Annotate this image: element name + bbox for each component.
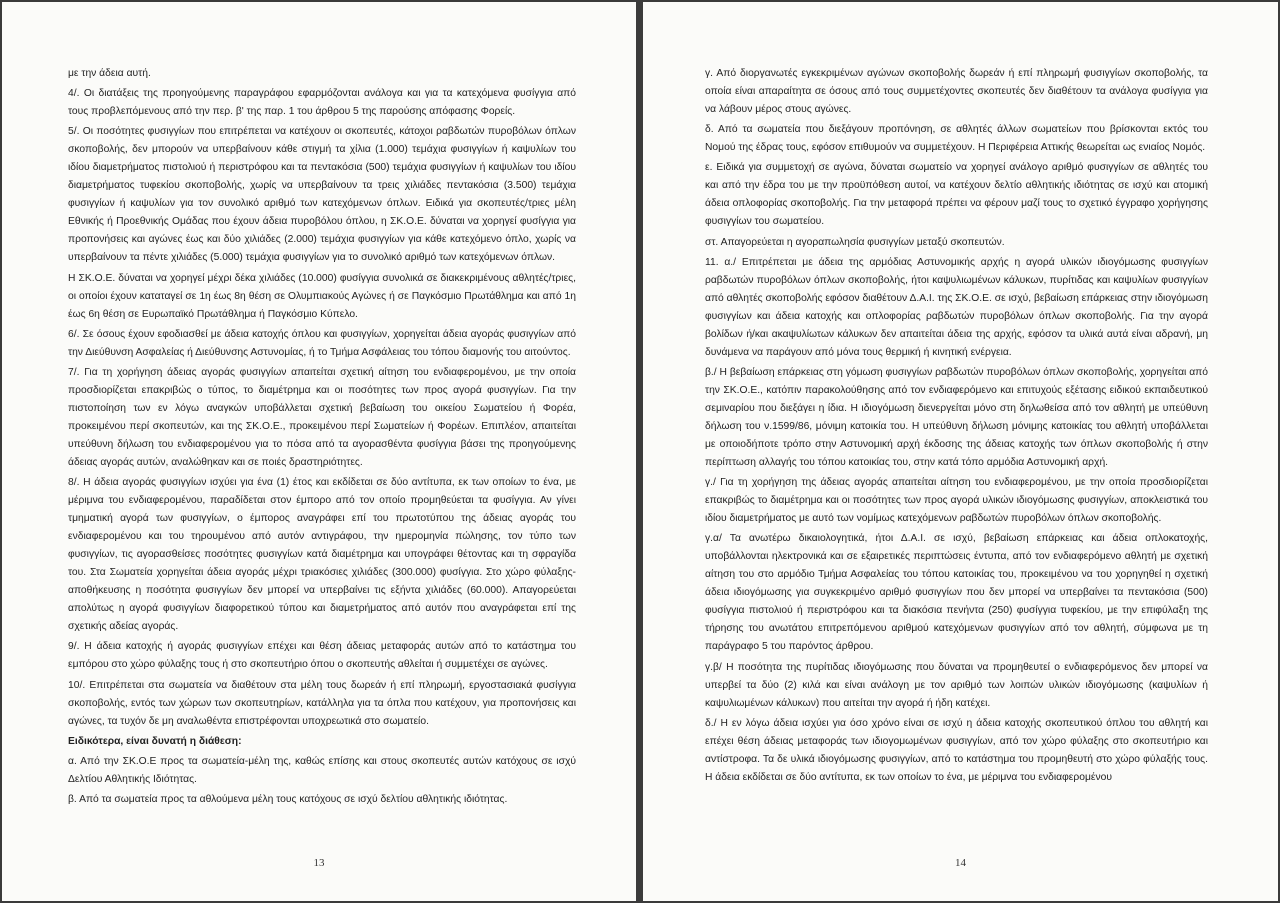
paragraph: 8/. Η άδεια αγοράς φυσιγγίων ισχύει για ένα (1) έτος και εκδίδεται σε δύο αντίτυπα, εκ των οποίων το ένα, με μέριμνα του ενδιαφερομένου, παραδίδεται στον έμπορο από τον οποίο προμηθεύεται τα φυσίγγια. Αν γίνει τμηματική αγορά των φυσιγγίων, ο έμπορος αναγράφει επί του πρωτοτύπου της άδειας αγοράς του ενδιαφερομένου και του τηρουμένου από αυτόν αντιγράφου, την ημερομηνία πώλησης, τον τύπο των φυσιγγίων, τις αγορασθείσες ποσότητες φυσιγγίων κατά διαμέτρημα και υπογράφει θέτοντας και τη σφραγίδα του. Στα Σωματεία χορηγείται άδεια αγοράς μέχρι τριακόσιες χιλιάδες (300.000) φυσίγγια. Στο χώρο φύλαξης-αποθήκευσης η ποσότητα φυσιγγίων δεν μπορεί να υπερβαίνει τις εξήντα χιλιάδες (60.000). Απαγορεύεται απολύτως η αγορά φυσιγγίων διαφορετικού τύπου και διαμετρήματος από αυτόν που αναγράφεται επί της σχετικής αδείας αγοράς. — [68, 477, 576, 633]
paragraph: στ. Απαγορεύεται η αγοραπωλησία φυσιγγίων μεταξύ σκοπευτών. — [705, 236, 1005, 248]
paragraph: δ. Από τα σωματεία που διεξάγουν προπόνηση, σε αθλητές άλλων σωματείων που βρίσκονται εκτός του Νομού της έδρας τους, εφόσον επιθυμούν να συμμετέχουν. Η Περιφέρεια Αττικής θεωρείται ως ενιαίος Νομός. — [705, 124, 1208, 154]
paragraph: γ./ Για τη χορήγηση της άδειας αγοράς απαιτείται αίτηση του ενδιαφερομένου, με την οποία προσδιορίζεται επακριβώς το διαμέτρημα και οι ποσότητες των προς αγορά υλικών ιδιογόμωσης φυσιγγίων, αποκλειστικά του ιδίου διαμετρήματος με αυτό των νομίμως κατεχόμενων ραβδωτών πυροβόλων όπλων σκοποβολής. — [705, 477, 1208, 525]
paragraph: γ.α/ Τα ανωτέρω δικαιολογητικά, ήτοι Δ.Α.Ι. σε ισχύ, βεβαίωση επάρκειας και άδεια οπλοκατοχής, υποβάλλονται ηλεκτρονικά και σε εξαιρετικές περιπτώσεις έντυπα, από τον ενδιαφερόμενο αθλητή με σχετική αίτηση του στο αρμόδιο Τμήμα Ασφαλείας του τόπου κατοικίας του, προκειμένου να του χορηγηθεί η σχετική άδεια ιδιογόμωσης για συγκεκριμένο αριθμό φυσιγγίων που δεν μπορεί να υπερβαίνει τα πεντακόσια (500) φυσίγγια πιστολιού ή περιστρόφου και τα διακόσια πενήντα (250) φυσίγγια τυφεκίου, με την επιφύλαξη της τήρησης του ανωτάτου επιτρεπόμενου αριθμού κατεχόμενων φυσιγγίων από τον αθλητή, σύμφωνα με τη παράγραφο 5 του παρόντος άρθρου. — [705, 533, 1208, 653]
page-number: 14 — [955, 857, 966, 869]
page-number: 13 — [313, 857, 325, 869]
paragraph: Η ΣΚ.Ο.Ε. δύναται να χορηγεί μέχρι δέκα χιλιάδες (10.000) φυσίγγια συνολικά σε διακεκριμένους αθλητές/τριες, οι οποίοι έχουν καταταγεί σε 1η έως 8η θέση σε Ολυμπιακούς Αγώνες ή σε Παγκόσμιο Πρωτάθλημα και από 1η έως 6η θέση σε Ευρωπαϊκό Πρωτάθλημα ή Παγκόσμιο Κύπελο. — [68, 272, 576, 320]
paragraph: 5/. Οι ποσότητες φυσιγγίων που επιτρέπεται να κατέχουν οι σκοπευτές, κάτοχοι ραβδωτών πυροβόλων όπλων σκοποβολής, δεν μπορούν να υπερβαίνουν κάθε στιγμή τα χίλια (1.000) τεμάχια φυσιγγίων ή καψυλίων του ιδίου διαμετρήματος πιστολιού ή περιστρόφου και τα πεντακόσια (500) τεμάχια φυσιγγίων ή καψυλίων του ιδίου διαμετρήματος τυφεκίου σκοποβολής, χωρίς να υπερβαίνουν τα τρεις χιλιάδες πεντακόσια (3.500) τεμάχια φυσιγγίων ή καψυλίων για τον συνολικό αριθμό των κατεχόμενων όπλων. Ειδικά για σκοπευτές/τριες μέλη Εθνικής ή Προεθνικής Ομάδας που έχουν άδεια πυροβόλου όπλου, η ΣΚ.Ο.Ε. δύναται να χορηγεί φυσίγγια για προπονήσεις και αγώνες έως και δύο χιλιάδες (2.000) τεμάχια φυσιγγίων για κάθε κατεχόμενο όπλο, χωρίς να υπερβαίνουν τα πέντε χιλιάδες (5.000) τεμάχια φυσιγγίων για το συνολικό αριθμό των κατεχόμενων όπλων. — [68, 126, 576, 264]
paragraph: γ.β/ Η ποσότητα της πυρίτιδας ιδιογόμωσης που δύναται να προμηθευτεί ο ενδιαφερόμενος δεν μπορεί να υπερβεί τα δύο (2) κιλά και είναι ανάλογη με τον αριθμό των λοιπών υλικών ιδιογόμωσης (καψυλίων ή καψυλιωμένων κάλυκων) που αιτείται την αγορά ή ήδη κατέχει. — [705, 661, 1208, 709]
paragraph: α. Από την ΣΚ.Ο.Ε προς τα σωματεία-μέλη της, καθώς επίσης και στους σκοπευτές αυτών κατόχους σε ισχύ Δελτίου Αθλητικής Ιδιότητας. — [68, 755, 576, 785]
paragraph: με την άδεια αυτή. — [68, 68, 151, 79]
paragraph: β. Από τα σωματεία προς τα αθλούμενα μέλη τους κατόχους σε ισχύ δελτίου αθλητικής ιδιότητας. — [68, 794, 508, 806]
paragraph: 7/. Για τη χορήγηση άδειας αγοράς φυσιγγίων απαιτείται σχετική αίτηση του ενδιαφερομένου, με την οποία προσδιορίζεται επακριβώς ο τύπος, το διαμέτρημα και οι ποσότητες των προς αγορά φυσιγγίων. Για την πιστοποίηση των εν λόγω αναγκών υποβάλλεται σχετική βεβαίωση του οικείου Σωματείου ή Φορέα, προκειμένου περί σκοπευτών, και της ΣΚ.Ο.Ε., προκειμένου περί Σωματείων ή Φορέων. Επιπλέον, απαιτείται υπεύθυνη δήλωση του ενδιαφερομένου για το πόσα από τα αγορασθέντα φυσίγγια βάσει της προηγούμενης άδειας αγοράς αυτών, αναλώθηκαν και σε ποιές δραστηριότητες. — [68, 366, 576, 468]
paragraph: δ./ Η εν λόγω άδεια ισχύει για όσο χρόνο είναι σε ισχύ η άδεια κατοχής σκοπευτικού όπλου του αθλητή και επέχει θέση άδειας μεταφοράς των ιδιογομωμένων φυσιγγίων, από τον χώρο φύλαξης στο σκοπευτήριο και αντίστροφα. Τα δε υλικά ιδιογόμωσης φυσιγγίων, από το κατάστημα του προμηθευτή στο χώρο φύλαξής τους. Η άδεια εκδίδεται σε δύο αντίτυπα, εκ των οποίων το ένα, με μέριμνα του ενδιαφερομένου — [705, 717, 1208, 783]
paragraph: 6/. Σε όσους έχουν εφοδιασθεί με άδεια κατοχής όπλου και φυσιγγίων, χορηγείται άδεια αγοράς φυσιγγίων από την Διεύθυνση Ασφαλείας ή Διεύθυνσης Αστυνομίας, ή το Τμήμα Ασφάλειας του τόπου διαμονής του αιτούντος. — [68, 328, 576, 358]
page-body — [68, 65, 576, 811]
paragraph: 9/. Η άδεια κατοχής ή αγοράς φυσιγγίων επέχει και θέση άδειας μεταφοράς αυτών από το κατάστημα του εμπόρου στο χώρο φύλαξης τους ή στο σκοπευτήριο όπου ο σκοπευτής αθλείται ή συμμετέχει σε αγώνες. — [68, 641, 576, 671]
document-page-left — [2, 2, 636, 901]
paragraph: 4/. Οι διατάξεις της προηγούμενης παραγράφου εφαρμόζονται ανάλογα και για τα κατεχόμενα φυσίγγια από τους προβλεπόμενους από την περ. β' της παρ. 1 του άρθρου 5 της παρούσης απόφασης Φορείς. — [68, 88, 576, 118]
page-body — [705, 65, 1208, 789]
paragraph: ε. Ειδικά για συμμετοχή σε αγώνα, δύναται σωματείο να χορηγεί ανάλογο αριθμό φυσιγγίων σε αθλητές του και από την έδρα του με την προϋπόθεση αυτοί, να κατέχουν δελτίο αθλητικής ιδιότητας σε ισχύ και ατομική άδεια οπλοφορίας σκοποβολής. Για την μεταφορά πρέπει να φέρουν μαζί τους το σχετικό έγγραφο χορήγησης φυσιγγίων του σωματείου. — [705, 162, 1208, 228]
paragraph: β./ Η βεβαίωση επάρκειας στη γόμωση φυσιγγίων ραβδωτών πυροβόλων όπλων σκοποβολής, χορηγείται από την ΣΚ.Ο.Ε., κατόπιν παρακολούθησης από τον ενδιαφερόμενο και επιτυχούς εξέτασης ειδικού εκπαιδευτικού σεμιναρίου που διεξάγει η ίδια. Η ιδιογόμωση διενεργείται μόνο στη δηλωθείσα από τον αθλητή με υπεύθυνη δήλωση του ν.1599/86, μόνιμη κατοικία του. Η υπεύθυνη δήλωση μόνιμης κατοικίας του αθλητή υποβάλλεται με οποιοδήποτε τρόπο στην Αστυνομική αρχή έκδοσης της άδειας κατοχής των όπλων σκοποβολής ή στην περίπτωση αλλαγής του τόπου κατοικίας του, στην κατά τόπο αρμόδια Αστυνομική αρχή. — [705, 366, 1208, 468]
section-heading: Ειδικότερα, είναι δυνατή η διάθεση: — [68, 735, 242, 747]
paragraph: 11. α./ Επιτρέπεται με άδεια της αρμόδιας Αστυνομικής αρχής η αγορά υλικών ιδιογόμωσης φυσιγγίων ραβδωτών πυροβόλων όπλων σκοποβολής, ήτοι καψυλιωμένων κάλυκων, πυρίτιδας και καψυλίων φυσιγγίων από αθλητές σκοποβολής εφόσον διαθέτουν Δ.Α.Ι. της ΣΚ.Ο.Ε. σε ισχύ, βεβαίωση επάρκειας στην ιδιογόμωση φυσιγγίων και άδεια κατοχής και οπλοφορίας ραβδωτών πυροβόλων όπλων σκοποβολής. Για την αγορά βολίδων ή/και ακαψυλίωτων κάλυκων δεν απαιτείται άδεια της αρχής, εφόσον τα υλικά αυτά είναι αδρανή, μη δυνάμενα να παράγουν από μόνα τους θερμική ή κινητική ενέργεια. — [705, 256, 1208, 358]
paragraph: γ. Από διοργανωτές εγκεκριμένων αγώνων σκοποβολής δωρεάν ή επί πληρωμή φυσιγγίων σκοποβολής, τα οποία είναι απαραίτητα σε όσους από τους συμμετέχοντες σκοπευτές δεν διαθέτουν τα ανάλογα φυσίγγια για να λάβουν μέρος στους αγώνες. — [705, 68, 1208, 115]
document-page-right — [643, 2, 1278, 901]
paragraph: 10/. Επιτρέπεται στα σωματεία να διαθέτουν στα μέλη τους δωρεάν ή επί πληρωμή, εργοστασιακά φυσίγγια σκοποβολής, εντός των χώρων των σκοπευτηρίων, κατάλληλα για τα όπλα που κατέχουν, για προπονήσεις και αγώνες, τα τυχόν δε μη αναλωθέντα επιστρέφονται υποχρεωτικά στο σωματείο. — [68, 679, 576, 727]
